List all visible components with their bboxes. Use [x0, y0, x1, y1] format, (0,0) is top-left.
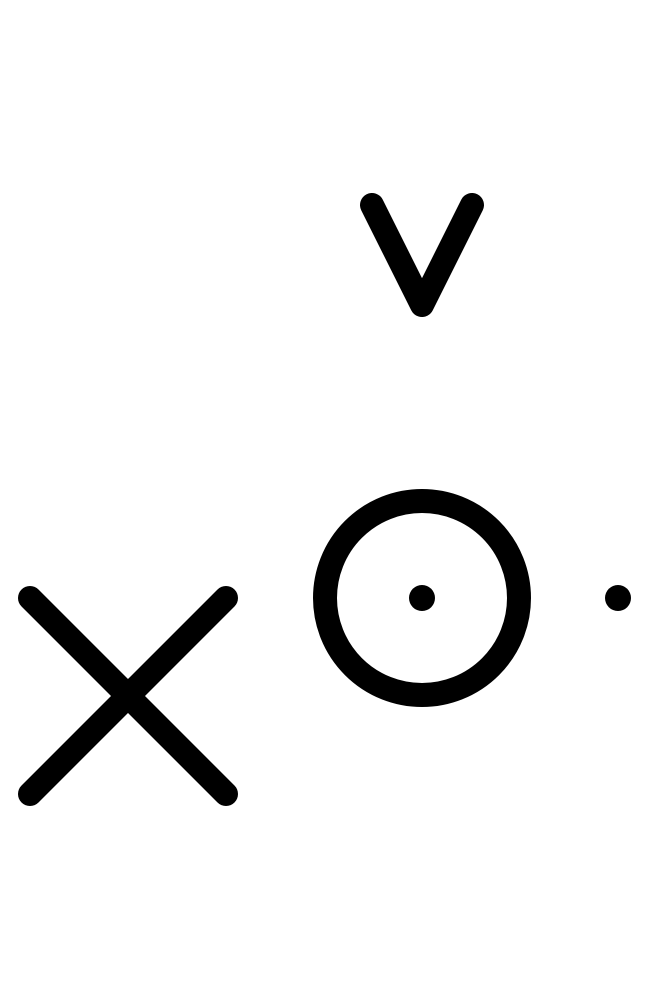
circled-dot-icon: [325, 501, 519, 695]
dot-icon: [605, 585, 631, 611]
chevron-down-icon: [372, 205, 472, 305]
cross-icon: [30, 598, 226, 794]
